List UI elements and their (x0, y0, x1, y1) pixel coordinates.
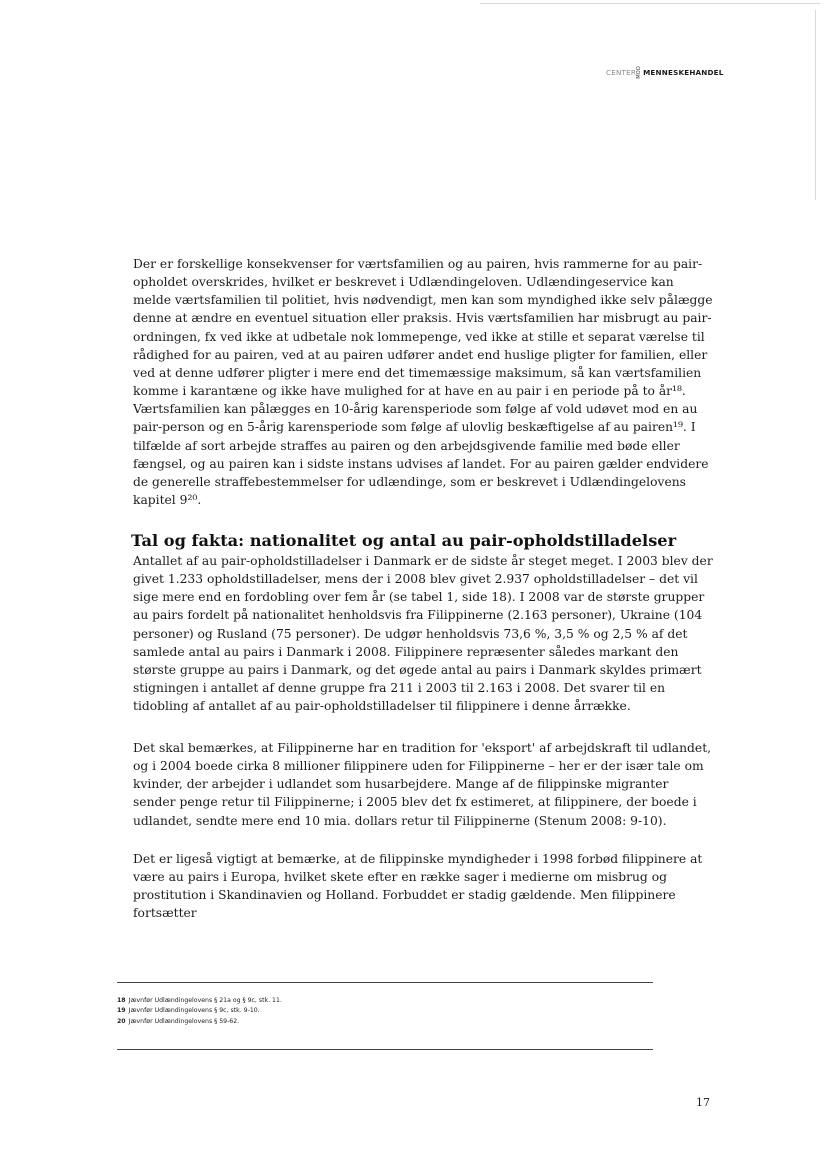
scan-edge-top (480, 3, 820, 4)
paragraph-ban: Det er ligeså vigtigt at bemærke, at de filippinske myndigheder i 1998 forbød filippinere at være au pairs i Europa, hvilket skete efter en række sager i medierne om misbrug og prostitution i Skandinavien og Holland. Forbuddet er stadig gældende. Men filippinere fortsætter (133, 852, 703, 921)
footnote-text: Jævnfør Udlændingelovens § 59-62. (128, 1017, 240, 1025)
footnote-rule-bottom (117, 1049, 653, 1050)
footnote-number: 20 (117, 1017, 126, 1025)
footnote (117, 1017, 282, 1027)
header-center: CENTER (606, 67, 637, 77)
footnotes (117, 996, 282, 1027)
running-header (606, 66, 724, 79)
page-number: 17 (696, 1096, 710, 1109)
footnote-rule-top (117, 982, 653, 983)
paragraph-statistics: Antallet af au pair-opholdstilladelser i Danmark er de sidste år steget meget. I 2003 blev der givet 1.233 opholdstilladelser, mens der i 2008 blev givet 2.937 opholdstilladelser – det vil sige mere end en fordobling over fem år (se tabel 1, side 18). I 2008 var de største grupper au pairs fordelt på nationalitet henholdsvis fra Filippinerne (2.163 personer), Ukraine (104 personer) og Rusland (75 personer). De udgør henholdsvis 73,6 %, 3,5 % og 2,5 % af det samlede antal au pairs i Danmark i 2008. Filippinere repræsenter således markant den største gruppe au pairs i Danmark, og det øgede antal au pairs i Danmark skyldes primært stigningen i antallet af denne gruppe fra 211 i 2003 til 2.163 i 2008. Det svarer til en tidobling af antallet af au pair-opholdstilladelser til filippinere i denne årrække. (133, 554, 713, 714)
scan-edge-right (815, 10, 816, 200)
footnote-text: Jævnfør Udlændingelovens § 9c, stk. 9-10. (128, 1007, 260, 1015)
section-heading: Tal og fakta: nationalitet og antal au pair-opholdstilladelser (131, 531, 677, 550)
paragraph-labor-export: Det skal bemærkes, at Filippinerne har en tradition for 'eksport' af arbejdskraft til udlandet, og i 2004 boede cirka 8 millioner filippinere uden for Filippinerne – her er der især tale om kvinder, der arbejder i udlandet som husarbejdere. Mange af de filippinske migranter sender penge retur til Filippinerne; i 2005 blev det fx estimeret, at filippinere, der boede i udlandet, sendte mere end 10 mia. dollars retur til Filippinerne (Stenum 2008: 9-10). (133, 741, 712, 828)
footnote-number: 19 (117, 1007, 126, 1015)
footnote-text: Jævnfør Udlændingelovens § 21a og § 9c, stk. 11. (128, 997, 282, 1004)
footnote (117, 996, 282, 1006)
footnote-number: 18 (117, 997, 126, 1004)
header-mod: MOD (636, 66, 643, 79)
header-menneskehandel: MENNESKEHANDEL (643, 67, 724, 77)
footnote (117, 1006, 282, 1016)
paragraph-consequences: Der er forskellige konsekvenser for værtsfamilien og au pairen, hvis rammerne for au pair-opholdet overskrides, hvilket er beskrevet i Udlændingeloven. Udlændingeservice kan melde værtsfamilien til politiet, hvis nødvendigt, men kan som myndighed ikke selv pålægge denne at ændre en eventuel situation eller praksis. Hvis værtsfamilien har misbrugt au pair-ordningen, fx ved ikke at udbetale nok lommepenge, ved ikke at stille et separat værelse til rådighed for au pairen, ved at au pairen udfører andet end huslige pligter for familien, eller ved at denne udfører pligter i mere end det timemæssige maksimum, så kan værtsfamilien komme i karantæne og ikke have mulighed for at have en au pair i en periode på to år¹⁸. Værtsfamilien kan pålægges en 10-årig karensperiode som følge af vold udøvet mod en au pair-person og en 5-årig karensperiode som følge af ulovlig beskæftigelse af au pairen¹⁹. I tilfælde af sort arbejde straffes au pairen og den arbejdsgivende familie med bøde eller fængsel, og au pairen kan i sidste instans udvises af landet. For au pairen gælder endvidere de generelle straffebestemmelser for udlændinge, som er beskrevet i Udlændingelovens kapitel 9²⁰. (133, 257, 713, 508)
